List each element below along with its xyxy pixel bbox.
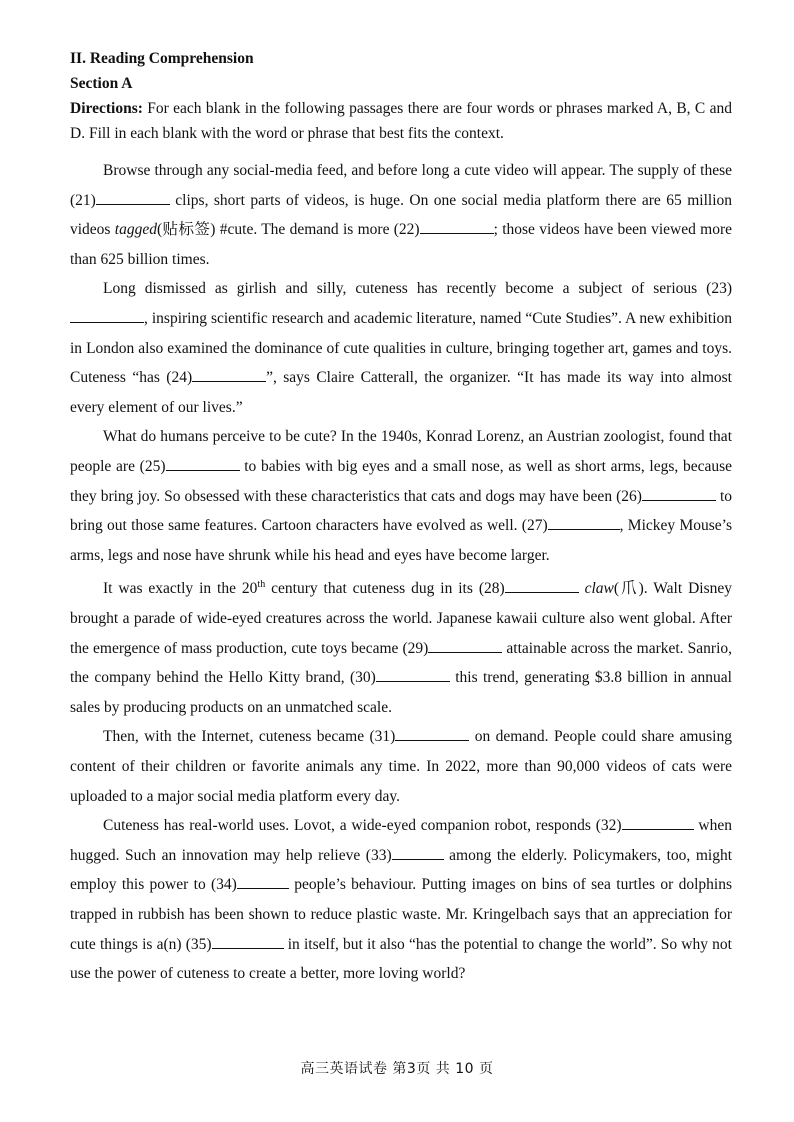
paragraph-text: people’s behaviour. Putting images on bins of sea turtles or dolphins trapped in rubbish has been shown to reduce plastic waste. Mr. Kringelbach says that an appreciation for cute things is a(n) (35) xyxy=(70,876,732,953)
paragraph-3 xyxy=(70,422,732,570)
blank-33 xyxy=(392,847,444,860)
blank-34 xyxy=(237,876,289,889)
blank-21 xyxy=(96,192,170,205)
paragraph-text: ; those videos have been viewed more than 625 billion times. xyxy=(70,221,732,268)
directions xyxy=(70,96,732,146)
paragraph-text: Cuteness has real-world uses. Lovot, a wide-eyed companion robot, responds (32) xyxy=(103,817,622,835)
paragraph-text: Browse through any social-media feed, and before long a cute video will appear. The supply of these (21) xyxy=(70,162,732,209)
paragraph-text: , Mickey Mouse’s arms, legs and nose have shrunk while his head and eyes have become larger. xyxy=(70,517,732,564)
paragraph-text: among the elderly. Policymakers, too, might employ this power to (34) xyxy=(70,846,732,894)
blank-35 xyxy=(212,936,284,949)
paragraph-text: What do humans perceive to be cute? In the 1940s, Konrad Lorenz, an Austrian zoologist, found that people are (25) xyxy=(70,428,732,475)
italic-term: claw xyxy=(584,580,614,598)
paragraph-text: on demand. People could share amusing content of their children or favorite animals any time. In 2022, more than 90,000 videos of cats were uploaded to a major social media platform every day. xyxy=(70,728,732,805)
paragraph-text: to babies with big eyes and a small nose, as well as short arms, legs, because they bring joy. So obsessed with these characteristics that cats and dogs may have been (26) xyxy=(70,457,733,505)
paragraph-text: attainable across the market. Sanrio, the company behind the Hello Kitty brand, (30) xyxy=(70,639,732,687)
section-subheading: Section A xyxy=(70,75,133,92)
paragraph-5 xyxy=(70,722,732,811)
blank-27 xyxy=(548,517,620,530)
reading-section xyxy=(70,46,732,989)
blank-29 xyxy=(428,640,502,653)
paragraph-text: (贴标签) #cute. The demand is more (22) xyxy=(156,221,420,239)
italic-term: tagged xyxy=(114,221,157,239)
paragraph-text: Long dismissed as girlish and silly, cuteness has recently become a subject of serious (23) xyxy=(103,280,732,298)
directions-text: For each blank in the following passages there are four words or phrases marked A, B, C and D. Fill in each blank with the word or phrase that best fits the context. xyxy=(70,100,732,142)
paragraph-text: ”, says Claire Catterall, the organizer. “It has made its way into almost every element of our lives.” xyxy=(70,369,732,416)
paragraph-text: , inspiring scientific research and academic literature, named “Cute Studies”. A new exhibition in London also examined the dominance of cute qualities in culture, bringing together art, games and toys. Cuteness “has (24) xyxy=(70,309,732,387)
paragraph-text: It was exactly in the 20 xyxy=(103,580,258,598)
directions-label: Directions: xyxy=(70,100,143,117)
paragraph-text: century that cuteness dug in its (28) xyxy=(265,580,505,598)
page-footer: 高三英语试卷 第3页 共 10 页 xyxy=(300,1061,494,1077)
blank-32 xyxy=(622,817,694,830)
blank-31 xyxy=(395,728,469,741)
paragraph-text: this trend, generating $3.8 billion in annual sales by producing products on an unmatched scale. xyxy=(70,669,732,716)
paragraph-text: when hugged. Such an innovation may help relieve (33) xyxy=(70,817,732,864)
paragraph-text: clips, short parts of videos, is huge. On one social media platform there are 65 million videos xyxy=(70,191,732,239)
superscript: th xyxy=(257,579,266,591)
paragraph-text: to bring out those same features. Cartoon characters have evolved as well. (27) xyxy=(70,487,732,535)
paragraph-text: Then, with the Internet, cuteness became (31) xyxy=(103,728,396,746)
blank-30 xyxy=(376,669,450,682)
blank-25 xyxy=(166,458,240,471)
blank-23 xyxy=(70,310,144,323)
blank-22 xyxy=(420,221,494,234)
blank-28 xyxy=(505,580,579,593)
paragraph-2 xyxy=(70,274,732,422)
paragraph-1 xyxy=(70,156,732,274)
paragraph-text: in itself, but it also “has the potential to change the world”. So why not use the power of cuteness to create a better, more loving world? xyxy=(70,935,732,983)
blank-26 xyxy=(642,488,716,501)
paragraph-4 xyxy=(70,570,732,722)
paragraph-text: (爪). Walt Disney brought a parade of wide-eyed creatures across the world. Japanese kawaii culture also went global. After the emergence of mass production, cute toys became (29) xyxy=(70,580,732,657)
blank-24 xyxy=(192,369,266,382)
section-heading: II. Reading Comprehension xyxy=(70,50,254,67)
paragraph-6 xyxy=(70,811,732,989)
